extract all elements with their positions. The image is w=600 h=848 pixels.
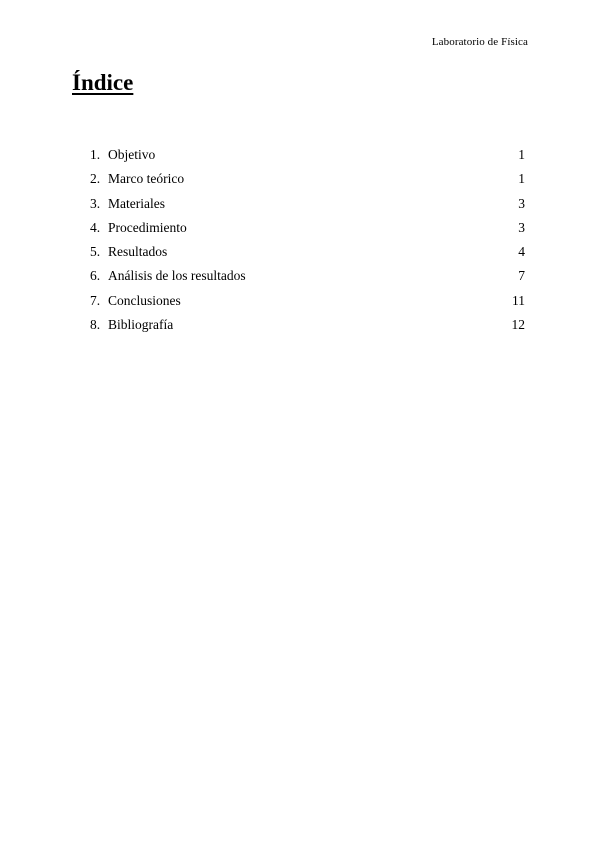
toc-entry-page: 3	[518, 195, 525, 211]
toc-entry-label: Procedimiento	[108, 219, 187, 235]
toc-entry-number: 5.	[90, 244, 101, 260]
toc-entry-label: Bibliografía	[108, 317, 174, 333]
toc-entry-label: Resultados	[108, 244, 168, 260]
toc-entry-number: 3.	[90, 195, 101, 211]
toc-entry-page: 3	[518, 219, 525, 235]
running-header: Laboratorio de Física	[431, 36, 528, 48]
toc-entry-resultados	[90, 244, 525, 268]
toc-entry-number: 2.	[90, 171, 101, 187]
toc-entry-number: 4.	[90, 219, 101, 235]
toc-entry-label: Objetivo	[108, 147, 156, 162]
toc-entry-bibliografia	[90, 317, 525, 341]
toc-entry-number: 7.	[90, 292, 101, 308]
toc-entry-analisis	[90, 268, 525, 292]
page-title: Índice	[72, 70, 134, 95]
toc-entry-page: 7	[518, 268, 525, 284]
toc-entry-number: 1.	[90, 147, 101, 162]
toc-entry-page: 1	[518, 171, 525, 187]
toc-entry-conclusiones	[90, 293, 525, 317]
toc-entry-label: Marco teórico	[108, 171, 185, 187]
toc-entry-label: Conclusiones	[108, 292, 181, 308]
toc-entry-label: Materiales	[108, 195, 165, 211]
toc-entry-objetivo	[90, 147, 525, 171]
toc-entry-number: 6.	[90, 268, 101, 284]
toc-entry-label: Análisis de los resultados	[108, 268, 246, 284]
toc-entry-page: 12	[511, 317, 525, 333]
toc-entry-number: 8.	[90, 317, 101, 333]
toc-entry-procedimiento	[90, 220, 525, 244]
toc-entry-page: 4	[518, 244, 525, 260]
toc-entry-page: 1	[518, 147, 525, 162]
table-of-contents	[90, 147, 525, 341]
toc-entry-materiales	[90, 196, 525, 220]
toc-entry-page: 11	[512, 292, 525, 308]
toc-entry-marco-teorico	[90, 171, 525, 195]
